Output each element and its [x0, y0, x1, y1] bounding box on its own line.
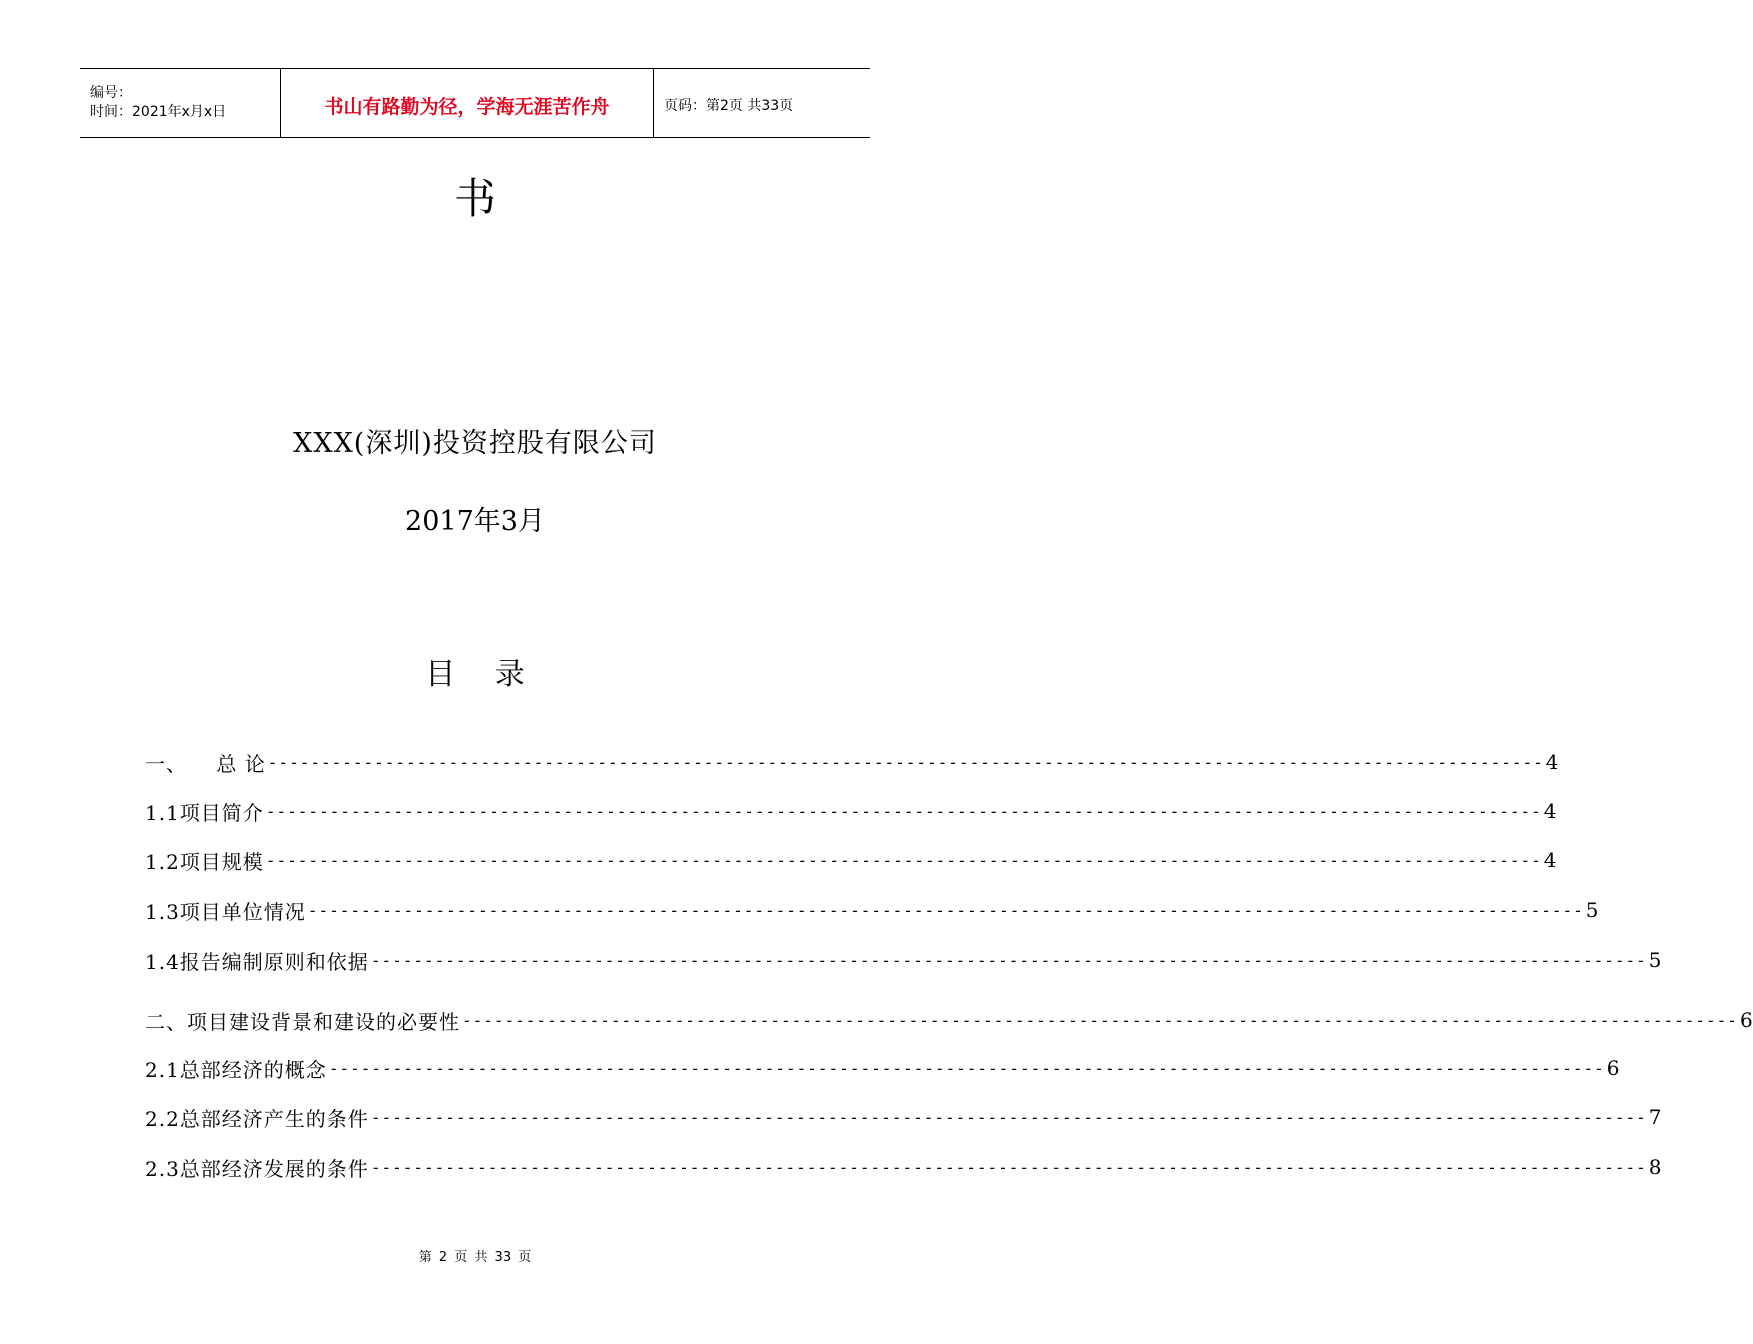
toc-leader: ------------------------------------------------------------------------------------------------------------------------	[267, 752, 1544, 772]
toc-entry-label: 1.4报告编制原则和依据	[145, 949, 369, 974]
toc-entry[interactable]	[145, 947, 1662, 974]
document-date: 2017年3月	[405, 506, 545, 537]
toc-entry[interactable]	[145, 798, 1557, 825]
toc-leader: ------------------------------------------------------------------------------------------------------------------------	[370, 1157, 1647, 1177]
toc-entry-page: 6	[1606, 1056, 1620, 1080]
toc-entry-page: 4	[1543, 799, 1557, 823]
toc-entry[interactable]	[145, 1154, 1662, 1181]
toc-leader: ------------------------------------------------------------------------------------------------------------------------	[307, 900, 1584, 920]
toc-entry-page: 5	[1585, 898, 1599, 922]
toc-leader: ------------------------------------------------------------------------------------------------------------------------	[265, 850, 1542, 870]
page-code-text: 页码：第2页 共33页	[664, 98, 794, 114]
toc-entry[interactable]	[145, 749, 1559, 776]
toc-entry-page: 8	[1648, 1155, 1662, 1179]
toc-leader: ------------------------------------------------------------------------------------------------------------------------	[370, 1107, 1647, 1127]
toc-entry-label: 一、 总 论	[145, 751, 266, 776]
page-footer: 第 2 页 共 33 页	[418, 1250, 532, 1265]
motto-cell	[281, 69, 654, 137]
toc-entry-label: 1.2项目规模	[145, 849, 264, 874]
toc-entry-label: 2.2总部经济产生的条件	[145, 1106, 369, 1131]
toc-entry-page: 4	[1545, 750, 1559, 774]
toc-leader: ------------------------------------------------------------------------------------------------------------------------	[462, 1010, 1738, 1030]
toc-entry-page: 4	[1543, 848, 1557, 872]
title-fragment: 书	[453, 174, 496, 223]
toc-entry-label: 1.3项目单位情况	[145, 899, 306, 924]
toc-leader: ------------------------------------------------------------------------------------------------------------------------	[370, 950, 1647, 970]
toc-entry-label: 1.1项目简介	[145, 800, 264, 825]
page-code-cell	[654, 69, 870, 137]
motto-text: 书山有路勤为径，学海无涯苦作舟	[324, 95, 610, 118]
time-label: 时间：2021年x月x日	[90, 104, 227, 120]
toc-entry[interactable]	[145, 1007, 1753, 1034]
toc-entry[interactable]	[145, 1055, 1620, 1082]
company-name: XXX(深圳)投资控股有限公司	[293, 428, 657, 459]
toc-entry-label: 2.1总部经济的概念	[145, 1057, 327, 1082]
toc-leader: ------------------------------------------------------------------------------------------------------------------------	[265, 801, 1542, 821]
toc-entry-label: 二、项目建设背景和建设的必要性	[145, 1009, 460, 1034]
toc-entry[interactable]	[145, 897, 1599, 924]
toc-entry[interactable]	[145, 1104, 1662, 1131]
document-header	[80, 68, 870, 138]
serial-number-label: 编号：	[90, 85, 132, 101]
toc-entry-label: 2.3总部经济发展的条件	[145, 1156, 369, 1181]
toc-leader: ------------------------------------------------------------------------------------------------------------------------	[328, 1058, 1605, 1078]
toc-entry[interactable]	[145, 847, 1557, 874]
toc-entry-page: 6	[1739, 1008, 1753, 1032]
toc-title: 目 录	[425, 657, 525, 692]
toc-entry-page: 7	[1648, 1105, 1662, 1129]
toc-entry-page: 5	[1648, 948, 1662, 972]
header-meta-cell	[80, 69, 281, 137]
